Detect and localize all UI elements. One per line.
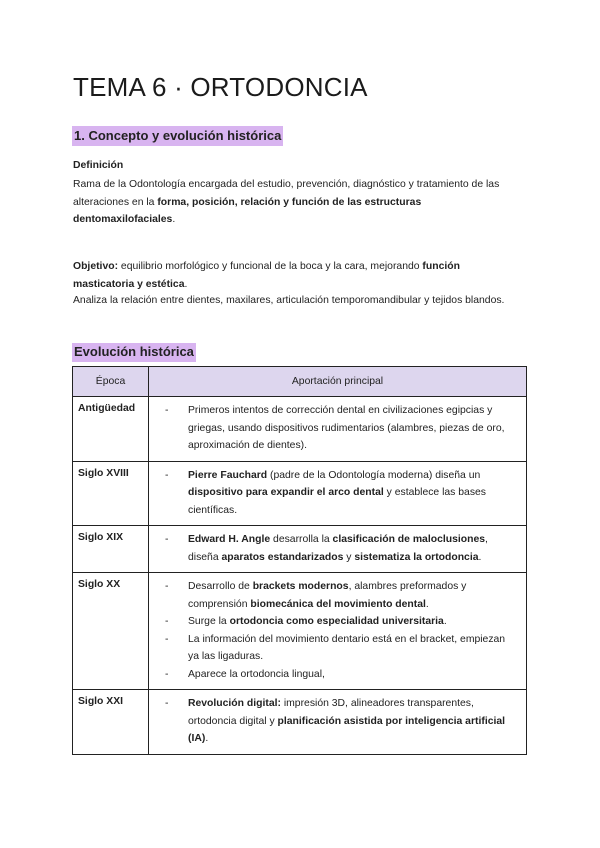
text-segment: .	[443, 616, 447, 627]
header-epoch: Época	[73, 367, 149, 397]
bold-text: Edward H. Angle	[188, 534, 271, 545]
table-row	[73, 397, 527, 462]
contribution-cell	[149, 461, 527, 526]
objective-text-1: equilibrio morfológico y funcional de la boca y la cara, mejorando	[118, 261, 423, 272]
objective-paragraph	[73, 258, 523, 293]
list-item	[157, 402, 518, 455]
table-row	[73, 690, 527, 755]
text-segment: Surge la	[188, 616, 230, 627]
definition-text-1: Rama de la Odontología encargada del estudio, prevención, diagnóstico y tratamiento de las alteraciones en la	[73, 179, 500, 208]
table-header-row	[73, 367, 527, 397]
list-item	[157, 578, 518, 613]
bold-text: clasificación de maloclusiones	[332, 534, 486, 545]
contribution-list	[157, 402, 518, 455]
bold-text: Pierre Fauchard	[188, 469, 268, 481]
evolution-table-body	[73, 397, 527, 755]
text-segment: y	[343, 551, 355, 563]
text-segment: , diseña	[188, 534, 488, 563]
text-segment: , alambres preformados y comprensión	[188, 581, 467, 610]
epoch-cell: Siglo XXI	[73, 690, 149, 755]
definition-text-2: .	[172, 214, 176, 225]
text-segment: .	[425, 598, 429, 610]
text-segment: Aparece la ortodoncia lingual,	[188, 668, 325, 680]
evolution-table	[72, 366, 527, 755]
epoch-cell: Antigüedad	[73, 397, 149, 462]
table-row	[73, 526, 527, 573]
bold-text: aparatos estandarizados	[221, 551, 344, 563]
list-item	[157, 631, 518, 666]
bold-text: dispositivo para expandir el arco dental	[188, 487, 384, 498]
list-item	[157, 467, 518, 520]
bold-text: biomecánica del movimiento dental	[250, 598, 426, 610]
text-segment: y establece las bases científicas.	[188, 487, 486, 516]
bold-text: planificación asistida por inteligencia artificial (IA)	[188, 715, 506, 744]
bold-text: brackets modernos	[252, 581, 349, 592]
contribution-cell	[149, 397, 527, 462]
epoch-cell: Siglo XVIII	[73, 461, 149, 526]
contribution-list	[157, 695, 518, 748]
epoch-cell: Siglo XIX	[73, 526, 149, 573]
epoch-cell: Siglo XX	[73, 573, 149, 690]
contribution-list	[157, 531, 518, 566]
text-segment: Desarrollo de	[188, 581, 253, 592]
text-segment: Primeros intentos de corrección dental en civilizaciones egipcias y griegas, usando dispositivos rudimentarios (alambres, piezas de oro, aproximación de dientes).	[188, 405, 505, 451]
table-row	[73, 573, 527, 690]
objective-label: Objetivo:	[73, 261, 119, 272]
contribution-list	[157, 467, 518, 520]
text-segment: (padre de la Odontología moderna) diseña un	[267, 469, 481, 481]
bold-text: ortodoncia como especialidad universitaria	[229, 616, 444, 627]
contribution-cell	[149, 573, 527, 690]
definition-paragraph	[73, 176, 523, 229]
list-item	[157, 531, 518, 566]
section-heading-evolution: Evolución histórica	[72, 343, 196, 362]
list-item	[157, 613, 518, 631]
list-item	[157, 695, 518, 748]
analysis-paragraph: Analiza la relación entre dientes, maxilares, articulación temporomandibular y tejidos blandos.	[73, 295, 505, 306]
text-segment: La información del movimiento dentario está en el bracket, empiezan ya las ligaduras.	[188, 633, 506, 662]
bold-text: sistematiza la ortodoncia	[354, 551, 479, 563]
bold-text: Revolución digital:	[188, 698, 281, 709]
definition-label: Definición	[73, 160, 124, 171]
header-contribution: Aportación principal	[149, 367, 527, 397]
contribution-cell	[149, 690, 527, 755]
definition-bold: forma, posición, relación y función de las estructuras dentomaxilofaciales	[73, 196, 422, 225]
objective-bold: función masticatoria y estética	[73, 261, 460, 290]
table-row	[73, 461, 527, 526]
list-item	[157, 666, 518, 684]
objective-text-2: .	[184, 278, 188, 290]
contribution-cell	[149, 526, 527, 573]
section-heading-concept: 1. Concepto y evolución histórica	[72, 126, 283, 146]
text-segment: impresión 3D, alineadores transparentes, ortodoncia digital y	[188, 698, 474, 727]
page-title: TEMA 6 · ORTODONCIA	[73, 72, 368, 102]
text-segment: .	[478, 551, 482, 563]
text-segment: .	[205, 733, 209, 744]
text-segment: desarrolla la	[270, 534, 333, 545]
contribution-list	[157, 578, 518, 683]
